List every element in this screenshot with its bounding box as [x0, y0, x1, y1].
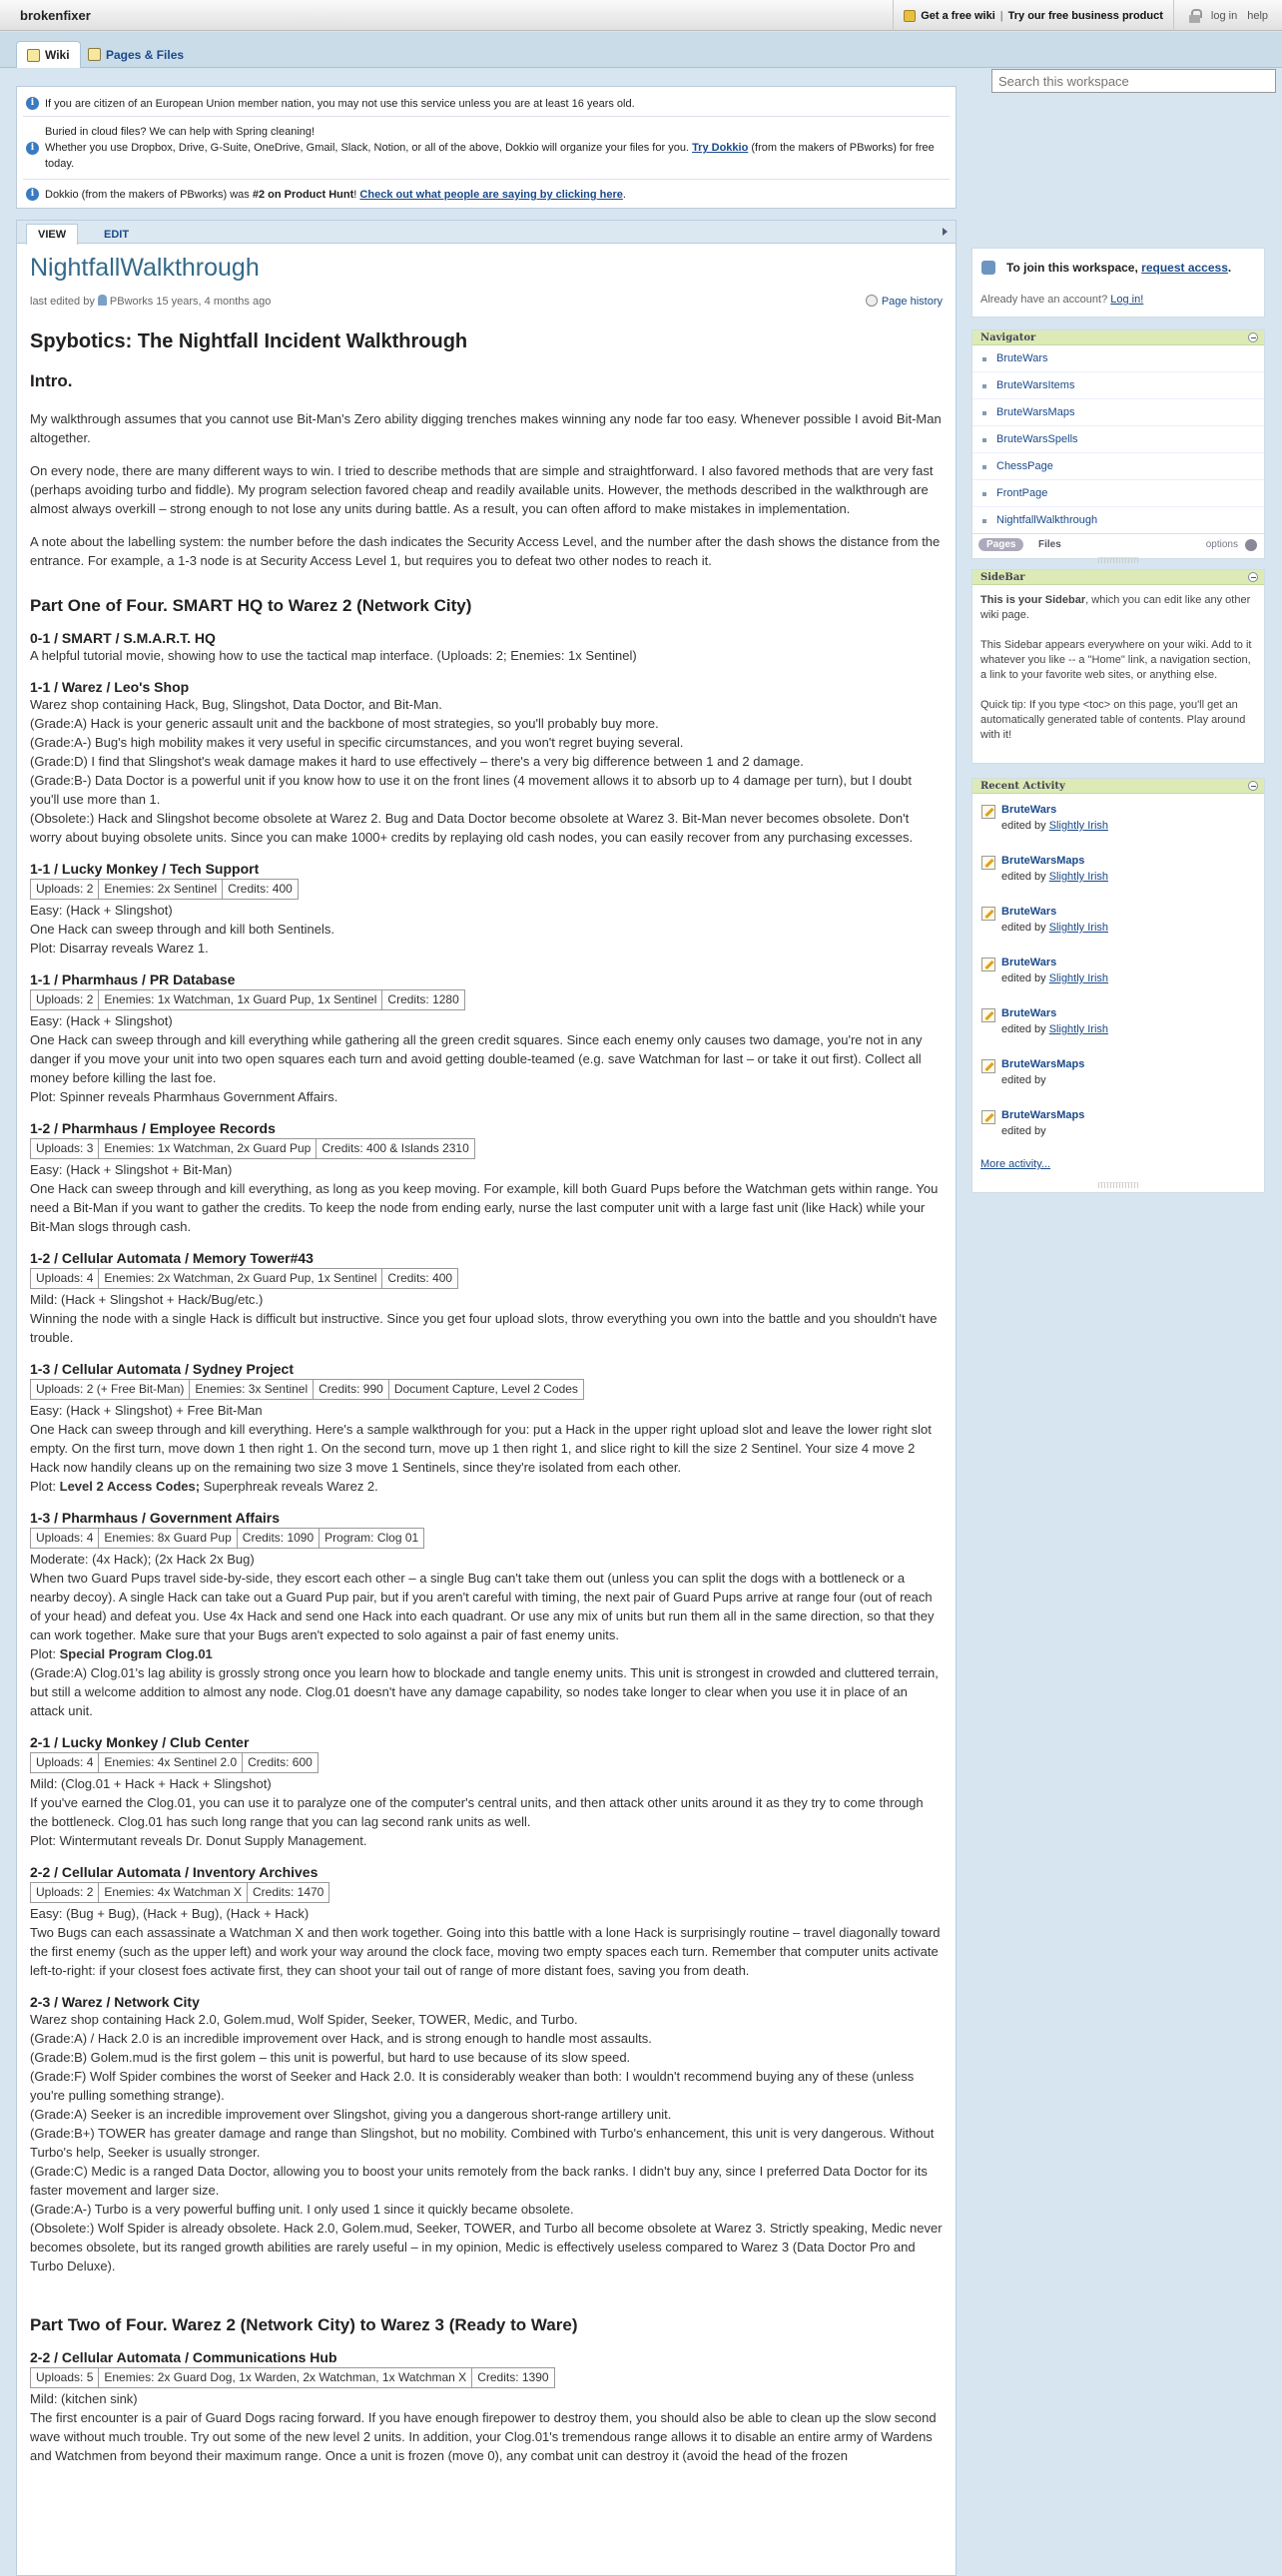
section-line: (Grade:A) Hack is your generic assault unit and the backbone of most strategies, so you'll probably buy more.: [30, 716, 659, 731]
stats-table: [30, 1138, 475, 1159]
gift-icon: [904, 10, 916, 22]
sidebar-p2: This Sidebar appears everywhere on your wiki. Add to it whatever you like -- a "Home" link, a navigation section, a link to your favorite web sites, or anything else.: [980, 639, 1252, 681]
navigator-item[interactable]: ChessPage: [972, 453, 1264, 480]
notice-cloud-line2b: (from the makers of PBworks) for free today.: [45, 142, 935, 170]
section-line: Easy: (Hack + Slingshot): [30, 903, 173, 918]
collapse-icon[interactable]: [1248, 781, 1258, 791]
section-line: (Grade:A-) Turbo is a very powerful buffing unit. I only used 1 since it quickly became obsolete.: [30, 2202, 574, 2217]
plot-line: [30, 1644, 943, 1663]
navigator-panel: [971, 329, 1265, 559]
section-title: 2-2 / Cellular Automata / Communications Hub: [30, 2349, 337, 2365]
stats-table: [30, 2367, 555, 2388]
navigator-item[interactable]: BruteWarsSpells: [972, 426, 1264, 453]
sidebar-login-link[interactable]: Log in!: [1110, 294, 1144, 306]
activity-page-link[interactable]: BruteWarsMaps: [1001, 1058, 1085, 1070]
stats-cell: Uploads: 2 (+ Free Bit-Man): [31, 1380, 190, 1400]
notice-ph-b: !: [353, 189, 357, 201]
section-line: A helpful tutorial movie, showing how to use the tactical map interface. (Uploads: 2; Enemies: 1x Sentinel): [30, 648, 637, 663]
activity-page-link[interactable]: BruteWars: [1001, 906, 1057, 918]
section-line: (Grade:B) Golem.mud is the first golem – this unit is powerful, but hard to use because of its slow speed.: [30, 2050, 631, 2065]
section-line: One Hack can sweep through and kill everything, as long as you keep moving. For example, kill both Guard Pups before the Watchman gets within range. You need a Bit-Man if you want to gather the credits. To keep the node from ending early, nurse the last computer unit with a large fast unit (like Hack) while your Bit-Man slogs through cash.: [30, 1181, 939, 1234]
page-body: [17, 254, 956, 2465]
section-line: (Grade:B-) Data Doctor is a powerful unit if you know how to use it on the front lines (4 movement allows it to absorb up to 4 damage per turn), but I doubt you'll use more than 1.: [30, 773, 913, 807]
tab-wiki[interactable]: [16, 41, 81, 68]
options-link[interactable]: options: [1205, 539, 1238, 550]
section-line: (Grade:A-) Bug's high mobility makes it very useful in specific circumstances, and you won't regret buying several.: [30, 735, 684, 750]
login-link[interactable]: log in: [1210, 9, 1238, 22]
try-dokkio-link[interactable]: Try Dokkio: [692, 142, 749, 154]
collapse-icon[interactable]: [1248, 332, 1258, 342]
page-content-panel: [16, 220, 957, 2576]
promo-links: [893, 0, 1173, 31]
activity-editor: [1001, 970, 1264, 986]
section-lines: [30, 646, 943, 665]
navigator-item[interactable]: BruteWars: [972, 345, 1264, 372]
edit-icon: [981, 856, 995, 870]
folder-icon: [88, 48, 101, 61]
activity-edited-by: edited by: [1001, 972, 1046, 984]
stats-cell: Credits: 1390: [472, 2368, 554, 2388]
section-line: One Hack can sweep through and kill both Sentinels.: [30, 922, 334, 937]
activity-editor: [1001, 869, 1264, 885]
workspace-name[interactable]: brokenfixer: [20, 8, 91, 23]
recent-activity-panel: [971, 778, 1265, 1193]
stats-cell: Program: Clog 01: [320, 1529, 424, 1549]
notice-cloud-line2: Whether you use Dropbox, Drive, G-Suite, OneDrive, Gmail, Slack, Notion, or all of the above, Dokkio will organize your files for you.: [45, 142, 689, 154]
node-sections-part-two: [30, 2349, 943, 2465]
have-account-label: Already have an account?: [980, 294, 1108, 306]
section-line: Mild: (Hack + Slingshot + Hack/Bug/etc.): [30, 1292, 264, 1307]
resize-grip[interactable]: [1098, 1182, 1138, 1188]
section-line: Plot: Spinner reveals Pharmhaus Government Affairs.: [30, 1089, 338, 1104]
section-line: When two Guard Pups travel side-by-side, they escort each other – a single Bug can't take them out (unless you can split the dogs with a bottleneck or a nearby decoy). A single Hack can take out a Guard Pup pair, but if you aren't careful with timing, the next pair of Guard Pups arrive at range four (out of reach of your head) and defeat you. Use 4x Hack and send one Hack into each quadrant. Or use any mix of units but run them all in the same direction, so that they can work together. Make sure that your Bugs aren't expected to solo against a pair of fast enemy units.: [30, 1571, 935, 1642]
section-title: 1-2 / Pharmhaus / Employee Records: [30, 1120, 276, 1136]
activity-page-link[interactable]: BruteWarsMaps: [1001, 1109, 1085, 1121]
stats-table: [30, 1882, 329, 1903]
stats-cell: Credits: 400 & Islands 2310: [317, 1139, 474, 1159]
join-panel: [971, 248, 1265, 318]
plot-bold: Level 2 Access Codes;: [59, 1479, 201, 1494]
notice-ph-a: Dokkio (from the makers of PBworks) was: [45, 189, 250, 201]
sidebar-body: [972, 585, 1264, 751]
stats-cell: Uploads: 3: [31, 1139, 99, 1159]
sidebar-panel: [971, 569, 1265, 764]
stats-cell: Enemies: 2x Guard Dog, 1x Warden, 2x Watchman, 1x Watchman X: [99, 2368, 472, 2388]
meta-time: 15 years, 4 months ago: [156, 296, 272, 308]
section-lines: [30, 1160, 943, 1236]
plot-prefix: Plot:: [30, 1646, 60, 1661]
expand-arrow-icon[interactable]: [943, 228, 948, 236]
notice-ph-text: [45, 187, 626, 203]
edit-icon: [981, 1008, 995, 1022]
page-meta: [30, 295, 943, 309]
node-section: [30, 2349, 943, 2465]
view-edit-bar: [17, 221, 956, 244]
activity-edited-by: edited by: [1001, 922, 1046, 934]
section-lines: [30, 1011, 943, 1106]
activity-item: [972, 847, 1264, 898]
stats-cell: Uploads: 2: [31, 880, 99, 900]
divider: [23, 179, 950, 180]
activity-edited-by: edited by: [1001, 871, 1046, 883]
section-line: (Grade:A) Clog.01's lag ability is grossly strong once you learn how to blockade and tangle enemy units. This unit is strongest in crowded and cluttered terrain, but still a welcome addition to almost any node. Clog.01 doesn't have any damage capability, so nodes take longer to clear when you use it in place of an attack unit.: [30, 1665, 939, 1718]
section-lines: [30, 695, 943, 847]
notice-box: [16, 86, 957, 209]
activity-item: [972, 796, 1264, 847]
plot-line: [30, 1477, 943, 1496]
notice-eu: [26, 96, 635, 112]
section-line: Moderate: (4x Hack); (2x Hack 2x Bug): [30, 1552, 255, 1567]
stats-cell: Uploads: 4: [31, 1529, 99, 1549]
activity-page-link[interactable]: BruteWars: [1001, 957, 1057, 968]
activity-item: [972, 999, 1264, 1050]
activity-item: [972, 949, 1264, 999]
section-lines: [30, 2389, 943, 2465]
section-title: 2-1 / Lucky Monkey / Club Center: [30, 1734, 250, 1750]
activity-editor: [1001, 818, 1264, 834]
clock-icon: [866, 295, 878, 307]
tab-pages-label: Pages & Files: [106, 47, 185, 62]
info-icon: i: [26, 97, 39, 110]
activity-page-link[interactable]: BruteWarsMaps: [1001, 855, 1085, 867]
activity-user-link[interactable]: Slightly Irish: [1048, 922, 1109, 934]
section-line: Winning the node with a single Hack is difficult but instructive. Since you get four upload slots, throw everything you own into the battle and you shouldn't have trouble.: [30, 1311, 938, 1345]
join-a: To join this workspace,: [1006, 261, 1138, 275]
notice-eu-text: If you are citizen of an European Union member nation, you may not use this service unless you are at least 16 years old.: [45, 98, 635, 110]
tab-edit[interactable]: EDIT: [104, 228, 130, 241]
part-one-heading: Part One of Four. SMART HQ to Warez 2 (Network City): [30, 596, 472, 615]
section-line: (Obsolete:) Hack and Slingshot become obsolete at Warez 2. Bug and Data Doctor become obsolete at Warez 3. Bit-Man never becomes obsolete. Don't worry about buying obsolete units. Since you can make 1000+ credits by replaying old cash nodes, you can easily recover from any purchasing excesses.: [30, 811, 914, 845]
sidebar-header: [972, 570, 1264, 585]
stats-cell: Enemies: 4x Watchman X: [99, 1883, 248, 1903]
activity-user-link[interactable]: Slightly Irish: [1048, 1023, 1109, 1035]
product-hunt-link[interactable]: Check out what people are saying by clicking here: [359, 189, 623, 201]
stats-cell: Uploads: 5: [31, 2368, 99, 2388]
stats-table: [30, 1268, 458, 1289]
activity-editor: [1001, 1072, 1264, 1088]
recent-header: [972, 779, 1264, 794]
node-section: [30, 630, 943, 665]
activity-edited-by: edited by: [1001, 820, 1046, 832]
activity-list: [972, 794, 1264, 1152]
section-line: (Grade:F) Wolf Spider combines the worst of Seeker and Hack 2.0. It is considerably weaker than both: I wouldn't recommend buying any of these (unless you're pulling something strange).: [30, 2069, 915, 2103]
person-icon: [981, 261, 995, 275]
sidebar-intro: [980, 593, 1256, 623]
section-lines: [30, 1290, 943, 1347]
navigator-list: [972, 345, 1264, 533]
stats-cell: Uploads: 4: [31, 1753, 99, 1773]
section-lines: [30, 1904, 943, 1980]
edit-icon: [981, 1059, 995, 1073]
tab-wiki-label: Wiki: [45, 48, 70, 62]
tab-pages-files[interactable]: [78, 41, 194, 68]
stats-cell: Enemies: 8x Guard Pup: [99, 1529, 237, 1549]
intro-paragraph-3: A note about the labelling system: the number before the dash indicates the Security Access Level, and the number after the dash shows the distance from the entrance. For example, a 1-3 node is at Security Access Level 1, but requires you to defeat two other nodes to reach it.: [30, 534, 941, 568]
activity-edited-by: edited by: [1001, 1125, 1046, 1137]
stats-cell: Credits: 1280: [382, 990, 464, 1010]
section-lines: [30, 1401, 943, 1496]
section-line: One Hack can sweep through and kill everything. Here's a sample walkthrough for you: put a Hack in the upper right upload slot and leave the lower right slot empty. On the first turn, move down 1 then right 1. On the second turn, move up 1 then right 1, and slice right to kill the size 2 Sentinel. Your size 4 move 2 Hack now handily cleans up on the remaining two size 3 move 1 Sentinels, since they're isolated from each other.: [30, 1422, 932, 1475]
search-input[interactable]: [991, 69, 1276, 93]
activity-editor: [1001, 1123, 1264, 1139]
stats-table: [30, 1752, 319, 1773]
part-two-heading: Part Two of Four. Warez 2 (Network City) to Warez 3 (Ready to Ware): [30, 2315, 578, 2334]
stats-table: [30, 989, 465, 1010]
business-product-link[interactable]: Try our free business product: [1007, 9, 1163, 22]
info-icon: i: [26, 188, 39, 201]
section-title: 1-2 / Cellular Automata / Memory Tower#43: [30, 1250, 314, 1266]
sidebar-title: SideBar: [980, 572, 1025, 583]
node-section: [30, 1361, 943, 1496]
section-line: (Obsolete:) Wolf Spider is already obsolete. Hack 2.0, Golem.mud, Seeker, TOWER, and Turbo all become obsolete at Warez 3. Strictly speaking, Medic never becomes obsolete, but its ranged growth abilities are rarely useful – in my opinion, Medic is effectively useless compared to Warez 3 (Data Doctor Pro and Turbo Deluxe).: [30, 2221, 943, 2273]
stats-cell: Uploads: 4: [31, 1269, 99, 1289]
user-icon: [98, 295, 107, 306]
edit-icon: [981, 907, 995, 921]
join-text: To join this workspace, request access.: [1006, 261, 1232, 275]
stats-cell: Uploads: 2: [31, 990, 99, 1010]
section-line: Easy: (Hack + Slingshot): [30, 1013, 173, 1028]
node-section: [30, 1734, 943, 1850]
section-lines: [30, 1774, 943, 1850]
stats-cell: Enemies: 1x Watchman, 2x Guard Pup: [99, 1139, 317, 1159]
info-icon: i: [26, 142, 39, 155]
section-title: 1-3 / Cellular Automata / Sydney Project: [30, 1361, 295, 1377]
get-free-wiki-link[interactable]: Get a free wiki: [921, 9, 995, 22]
notice-ph-bold: #2 on Product Hunt: [252, 189, 354, 201]
stats-cell: Credits: 400: [223, 880, 299, 900]
stats-table: [30, 1379, 584, 1400]
activity-item: [972, 898, 1264, 949]
navigator-item[interactable]: FrontPage: [972, 480, 1264, 507]
recent-title: Recent Activity: [980, 781, 1065, 792]
wiki-icon: [27, 49, 40, 62]
navigator-header: [972, 330, 1264, 345]
plot-prefix: Plot:: [30, 1479, 60, 1494]
node-section: [30, 861, 943, 958]
notice-dokkio-text: [45, 124, 945, 172]
node-section: [30, 1120, 943, 1236]
promo-divider: |: [999, 9, 1003, 22]
section-line: Easy: (Hack + Slingshot + Bit-Man): [30, 1162, 233, 1177]
notice-dokkio: [26, 124, 945, 172]
plot-bold: Special Program Clog.01: [59, 1646, 213, 1661]
stats-table: [30, 879, 299, 900]
meta-last-edited: last edited by: [30, 296, 95, 308]
walkthrough-heading: Spybotics: The Nightfall Incident Walkthrough: [30, 330, 468, 352]
edit-icon: [981, 958, 995, 971]
page-title: NightfallWalkthrough: [30, 254, 260, 282]
intro-paragraph-1: My walkthrough assumes that you cannot use Bit-Man's Zero ability digging trenches makes winning any node far too easy. Whenever possible I avoid Bit-Man altogether.: [30, 411, 942, 445]
section-title: 1-1 / Pharmhaus / PR Database: [30, 971, 236, 987]
workspace-tabs: [0, 32, 1282, 68]
stats-cell: Credits: 1470: [247, 1883, 328, 1903]
section-title: 2-2 / Cellular Automata / Inventory Archives: [30, 1864, 319, 1880]
sidebar-p3: Quick tip: If you type <toc> on this page, you'll get an automatically generated table of contents. Play around with it!: [980, 699, 1246, 741]
collapse-icon[interactable]: [1248, 572, 1258, 582]
stats-cell: Credits: 400: [382, 1269, 458, 1289]
gear-icon[interactable]: [1245, 539, 1257, 551]
section-line: Plot: Wintermutant reveals Dr. Donut Supply Management.: [30, 1833, 367, 1848]
section-title: 1-1 / Warez / Leo's Shop: [30, 679, 190, 695]
notice-cloud-line1: Buried in cloud files? We can help with Spring cleaning!: [45, 126, 316, 138]
help-link[interactable]: help: [1247, 9, 1268, 22]
edit-icon: [981, 1110, 995, 1124]
section-title: 0-1 / SMART / S.M.A.R.T. HQ: [30, 630, 216, 646]
activity-page-link[interactable]: BruteWars: [1001, 804, 1057, 816]
stats-cell: Credits: 990: [314, 1380, 389, 1400]
section-line: (Grade:A) / Hack 2.0 is an incredible improvement over Hack, and is strong enough to handle most assaults.: [30, 2031, 652, 2046]
page-history-label: Page history: [881, 296, 943, 308]
pages-tab[interactable]: Pages: [978, 538, 1023, 551]
section-title: 2-3 / Warez / Network City: [30, 1994, 200, 2010]
navigator-title: Navigator: [980, 332, 1036, 343]
lock-icon: [1188, 9, 1201, 23]
stats-cell: Enemies: 2x Sentinel: [99, 880, 223, 900]
intro-paragraph-2: On every node, there are many different ways to win. I tried to describe methods that are simple and straightforward. I also favored methods that are very fast (perhaps avoiding turbo and fiddle). My program selection favored cheap and readily available units. However, the methods described in the walkthrough are almost always overkill – strong enough to not lose any units during battle. As a result, you can often afford to make mistakes in implementation.: [30, 463, 934, 516]
stats-cell: Uploads: 2: [31, 1883, 99, 1903]
sidebar-p1: , which you can edit like any other wiki page.: [980, 594, 1251, 621]
intro-heading: Intro.: [30, 371, 73, 390]
resize-grip[interactable]: [1098, 557, 1138, 563]
section-line: (Grade:C) Medic is a ranged Data Doctor, allowing you to boost your units remotely from the back ranks. I didn't buy any, since I preferred Data Doctor for its faster movement and larger size.: [30, 2164, 928, 2198]
activity-user-link[interactable]: Slightly Irish: [1048, 820, 1109, 832]
user-box: [1173, 0, 1282, 31]
tab-view[interactable]: VIEW: [26, 224, 78, 245]
activity-edited-by: edited by: [1001, 1074, 1046, 1086]
stats-cell: Enemies: 2x Watchman, 2x Guard Pup, 1x Sentinel: [99, 1269, 382, 1289]
stats-cell: Enemies: 1x Watchman, 1x Guard Pup, 1x Sentinel: [99, 990, 382, 1010]
divider: [23, 116, 950, 117]
node-section: [30, 1250, 943, 1347]
activity-item: [972, 1050, 1264, 1101]
meta-user[interactable]: PBworks: [109, 296, 154, 308]
stats-cell: Enemies: 3x Sentinel: [190, 1380, 314, 1400]
navigator-item[interactable]: BruteWarsMaps: [972, 399, 1264, 426]
node-section: [30, 971, 943, 1106]
section-line: (Grade:B+) TOWER has greater damage and range than Slingshot, but no mobility. Combined with Turbo's enhancement, this unit is very dangerous. Without Turbo's help, Seeker is usually stronger.: [30, 2126, 935, 2160]
section-title: 1-1 / Lucky Monkey / Tech Support: [30, 861, 260, 877]
section-line: (Grade:A) Seeker is an incredible improvement over Slingshot, giving you a dangerous short-range artillery unit.: [30, 2107, 672, 2122]
stats-table: [30, 1528, 424, 1549]
activity-editor: [1001, 1021, 1264, 1037]
section-title: 1-3 / Pharmhaus / Government Affairs: [30, 1510, 280, 1526]
section-lines: [30, 1550, 943, 1720]
request-access-link[interactable]: request access: [1141, 261, 1228, 275]
section-line: Warez shop containing Hack 2.0, Golem.mud, Wolf Spider, Seeker, TOWER, Medic, and Turbo.: [30, 2012, 578, 2027]
navigator-item[interactable]: NightfallWalkthrough: [972, 507, 1264, 533]
node-section: [30, 1510, 943, 1720]
activity-user-link[interactable]: Slightly Irish: [1048, 871, 1109, 883]
notice-ph-c: .: [622, 189, 626, 201]
stats-cell: Credits: 600: [243, 1753, 319, 1773]
section-line: The first encounter is a pair of Guard Dogs racing forward. If you have enough firepower to destroy them, you should also be able to clean up the slow second wave without much trouble. Try out some of the new level 2 units. In addition, your Clog.01's tremendous range allows it to disable an entire army of Wardens and Watchmen from beyond their maximum range. Once a unit is frozen (move 0), any combat unit can destroy it (avoid the head of the frozen: [30, 2410, 937, 2463]
edit-icon: [981, 805, 995, 819]
top-bar: [0, 0, 1282, 31]
section-line: Mild: (Clog.01 + Hack + Hack + Slingshot): [30, 1776, 272, 1791]
section-lines: [30, 2010, 943, 2275]
stats-cell: Enemies: 4x Sentinel 2.0: [99, 1753, 243, 1773]
more-activity-link[interactable]: More activity...: [980, 1158, 1051, 1170]
plot-suffix: Superphreak reveals Warez 2.: [200, 1479, 378, 1494]
node-section: [30, 679, 943, 847]
activity-user-link[interactable]: Slightly Irish: [1048, 972, 1109, 984]
have-account-text: [980, 294, 1143, 306]
stats-cell: Document Capture, Level 2 Codes: [388, 1380, 583, 1400]
activity-page-link[interactable]: BruteWars: [1001, 1007, 1057, 1019]
section-line: Easy: (Bug + Bug), (Hack + Bug), (Hack + Hack): [30, 1906, 310, 1921]
section-line: Easy: (Hack + Slingshot) + Free Bit-Man: [30, 1403, 263, 1418]
section-line: If you've earned the Clog.01, you can use it to paralyze one of the computer's central units, and then attack other units around it as they try to come through the bottleneck. Clog.01 has such long range that you can lag second rank units as well.: [30, 1795, 924, 1829]
section-lines: [30, 901, 943, 958]
page-history-link[interactable]: [866, 295, 943, 308]
activity-item: [972, 1101, 1264, 1152]
notice-producthunt: [26, 187, 626, 203]
navigator-item[interactable]: BruteWarsItems: [972, 372, 1264, 399]
files-tab[interactable]: Files: [1038, 539, 1061, 550]
node-sections: [30, 630, 943, 2275]
activity-edited-by: edited by: [1001, 1023, 1046, 1035]
activity-editor: [1001, 920, 1264, 936]
section-line: Warez shop containing Hack, Bug, Slingshot, Data Doctor, and Bit-Man.: [30, 697, 442, 712]
section-line: Two Bugs can each assassinate a Watchman X and then work together. Going into this battle with a lone Hack is surprisingly routine – travel diagonally toward the first enemy (such as the upper left) and work your way around the clock face, moving two empty spaces each turn. Remember that computer units activate left-to-right: if your closest foes activate first, they can shoot your tail out of range of more distant foes, saving you from death.: [30, 1925, 941, 1978]
section-line: One Hack can sweep through and kill everything while gathering all the green credit squares. Since each enemy only causes two damage, you're not in any danger if you move your unit into two open squares each turn and avoid getting double-teamed (e.g. save Watchman for last – or take it out first). Collect all money before killing the last foe.: [30, 1032, 923, 1085]
navigator-footer: [972, 533, 1264, 557]
node-section: [30, 1994, 943, 2275]
sidebar-bold: This is your Sidebar: [980, 594, 1086, 606]
section-line: Mild: (kitchen sink): [30, 2391, 138, 2406]
section-line: Plot: Disarray reveals Warez 1.: [30, 941, 209, 956]
section-line: (Grade:D) I find that Slingshot's weak damage makes it hard to use effectively – there's a very big difference between 1 and 2 damage.: [30, 754, 804, 769]
node-section: [30, 1864, 943, 1980]
stats-cell: Credits: 1090: [237, 1529, 319, 1549]
